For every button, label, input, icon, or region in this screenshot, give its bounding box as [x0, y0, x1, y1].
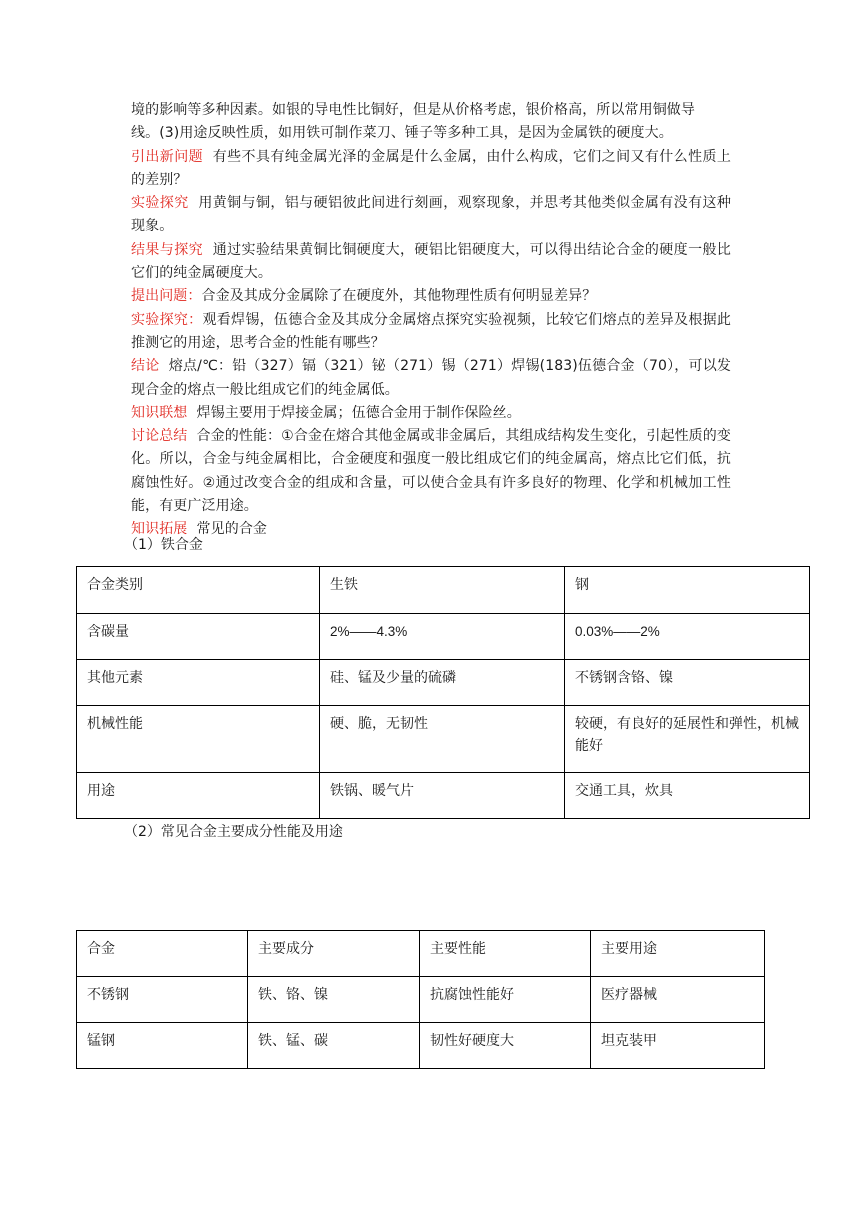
table-cell: 坦克装甲: [591, 1023, 765, 1069]
section-text: 观看焊锡，伍德合金及其成分金属熔点探究实验视频，比较它们熔点的差异及根据此推测它的用途，思考合金的性能有哪些？: [131, 311, 731, 351]
common-alloy-heading: （2）常见合金主要成分性能及用途: [124, 824, 343, 840]
section-new-question: [131, 146, 731, 193]
paragraph-line: 境的影响等多种因素。如银的导电性比铜好，但是从价格考虑，银价格高，所以常用铜做导: [131, 102, 695, 118]
iron-alloy-heading: （1）铁合金: [124, 537, 203, 553]
table-row: [77, 773, 810, 819]
section-text: 熔点/℃：铅（327）镉（321）铋（271）锡（271）焊锡(183)伍德合金（70），可以发现合金的熔点一般比组成它们的纯金属低。: [131, 358, 731, 398]
table-row: [77, 977, 765, 1023]
table-cell: 其他元素: [77, 660, 320, 706]
section-text: 常见的合金: [196, 521, 268, 538]
section-text: 通过实验结果黄铜比铜硬度大，硬铝比铝硬度大，可以得出结论合金的硬度一般比它们的纯金属硬度大。: [131, 241, 731, 282]
section-label: 提出问题：: [131, 288, 202, 305]
table-cell: 生铁: [320, 567, 565, 614]
table-cell: 韧性好硬度大: [420, 1023, 591, 1069]
section-extension: [131, 518, 731, 541]
section-conclusion: [131, 355, 731, 402]
section-text: 有些不具有纯金属光泽的金属是什么金属，由什么构成，它们之间又有什么性质上的差别？: [131, 148, 731, 188]
table-cell: 硅、锰及少量的硫磷: [320, 660, 565, 706]
table-header-cell: 主要性能: [420, 931, 591, 977]
section-question: [131, 285, 731, 308]
table-cell: 医疗器械: [591, 977, 765, 1023]
table-header-cell: 主要成分: [248, 931, 420, 977]
section-result: [131, 239, 731, 286]
table-row: [77, 1023, 765, 1069]
section-text: 合金及其成分金属除了在硬度外，其他物理性质有何明显差异？: [201, 288, 597, 305]
table-cell: 铁锅、暖气片: [320, 773, 565, 819]
table-row: [77, 614, 810, 660]
paragraph-line: 线。(3)用途反映性质，如用铁可制作菜刀、锤子等多种工具，是因为金属铁的硬度大。: [131, 125, 673, 142]
section-label: 结论: [131, 358, 160, 375]
section-text: 焊锡主要用于焊接金属；伍德合金用于制作保险丝。: [196, 404, 521, 421]
table-cell: 交通工具，炊具: [565, 773, 810, 819]
section-label: 知识拓展: [131, 521, 188, 538]
table-row: [77, 660, 810, 706]
table-cell: 抗腐蚀性能好: [420, 977, 591, 1023]
table-row: [77, 567, 810, 614]
section-label: 知识联想: [131, 404, 188, 421]
section-text: 合金的性能：①合金在熔合其他金属或非金属后，其组成结构发生变化，引起性质的变化。所以，合金与纯金属相比，合金硬度和强度一般比组成它们的纯金属高，熔点比它们低，抗腐蚀性好。②通过改变合金的组成和含量，可以使合金具有许多良好的物理、化学和机械加工性能，有更广泛用途。: [131, 428, 731, 515]
table-cell: 硬、脆，无韧性: [320, 706, 565, 773]
table-cell: 锰钢: [77, 1023, 248, 1069]
table-header-cell: 主要用途: [591, 931, 765, 977]
table-header-cell: 合金: [77, 931, 248, 977]
table-cell: 铁、锰、碳: [248, 1023, 420, 1069]
table-cell: 不锈钢含铬、镍: [565, 660, 810, 706]
section-label: 引出新问题: [131, 148, 204, 165]
section-label: 结果与探究: [131, 241, 204, 258]
section-label: 实验探究: [131, 195, 189, 212]
table-cell: 较硬，有良好的延展性和弹性，机械能好: [565, 706, 810, 773]
table-cell: 铁、铬、镍: [248, 977, 420, 1023]
table-row: [77, 706, 810, 773]
section-label: 实验探究：: [131, 311, 203, 328]
section-label: 讨论总结: [131, 428, 188, 445]
section-experiment-2: [131, 309, 731, 356]
table-cell: 0.03%——2%: [565, 614, 810, 660]
paragraph-copper-silver: [131, 99, 731, 146]
table-cell: 钢: [565, 567, 810, 614]
common-alloy-table: [76, 930, 765, 1069]
section-summary: [131, 425, 731, 518]
iron-alloy-table: [76, 566, 810, 819]
section-association: [131, 402, 731, 425]
table-cell: 不锈钢: [77, 977, 248, 1023]
table-cell: 2%——4.3%: [320, 614, 565, 660]
table-cell: 用途: [77, 773, 320, 819]
table-cell: 合金类别: [77, 567, 320, 614]
section-experiment-1: [131, 192, 731, 239]
table-cell: 机械性能: [77, 706, 320, 773]
section-text: 用黄铜与铜，铝与硬铝彼此间进行刻画，观察现象，并思考其他类似金属有没有这种现象。: [131, 195, 731, 235]
table-header-row: [77, 931, 765, 977]
table-cell: 含碳量: [77, 614, 320, 660]
